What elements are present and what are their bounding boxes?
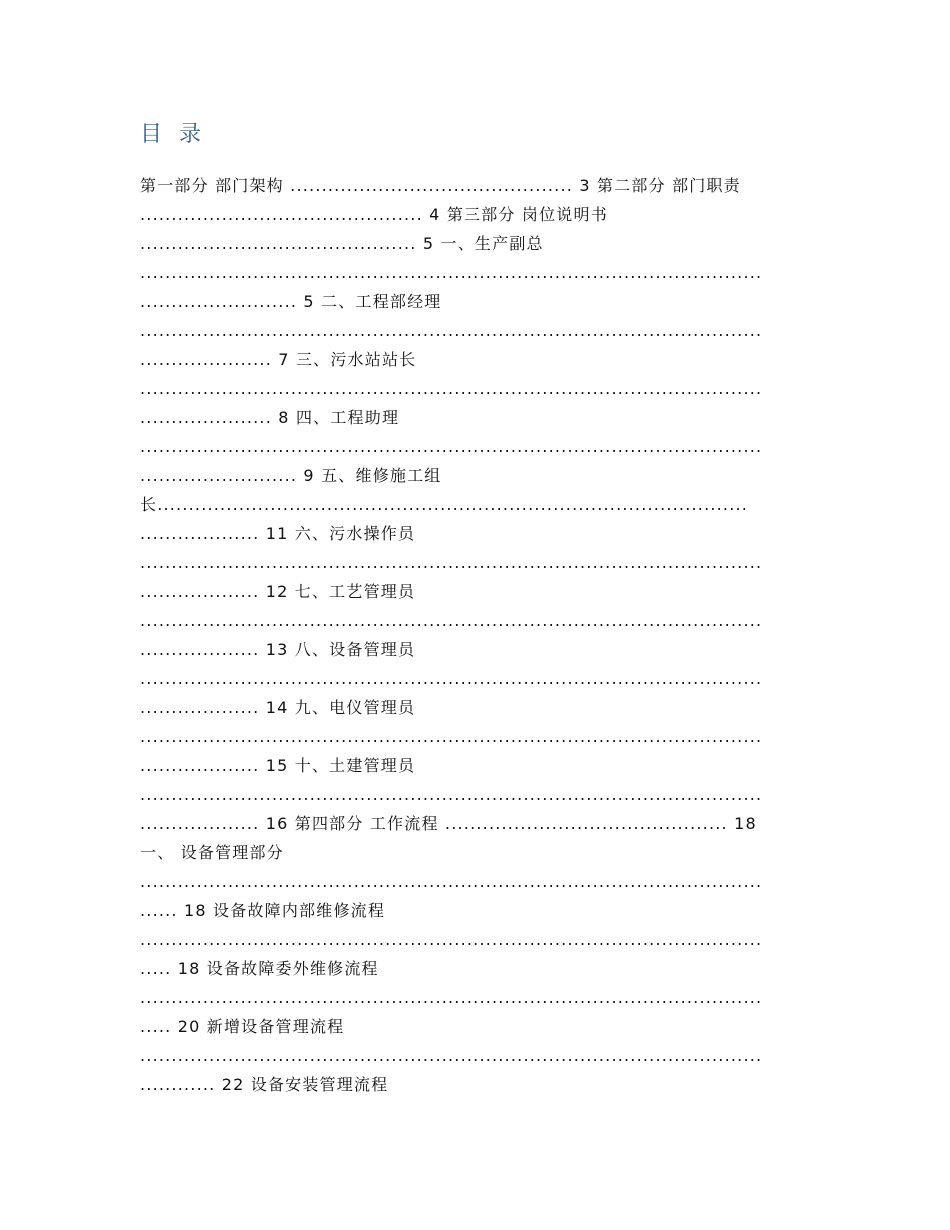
toc-line: ..... 20 新增设备管理流程 bbox=[140, 1017, 345, 1036]
toc-line: ................................................................................................... bbox=[140, 727, 763, 746]
toc-line: ......................... 5 二、工程部经理 bbox=[140, 292, 442, 311]
toc-line: ............................................ 5 一、生产副总 bbox=[140, 234, 544, 253]
toc-line: ................... 16 第四部分 工作流程 ............................................. 18 bbox=[140, 814, 757, 833]
toc-line: ................... 12 七、工艺管理员 bbox=[140, 582, 416, 601]
toc-line: ..................... 7 三、污水站站长 bbox=[140, 350, 417, 369]
toc-line: ............................................. 4 第三部分 岗位说明书 bbox=[140, 205, 608, 224]
toc-line: ................... 13 八、设备管理员 bbox=[140, 640, 416, 659]
toc-line: ................................................................................................... bbox=[140, 553, 763, 572]
toc-line: ................................................................................................... bbox=[140, 321, 763, 340]
toc-line: ................................................................................................... bbox=[140, 263, 763, 282]
toc-line: ................................................................................................... bbox=[140, 930, 763, 949]
toc-line: 第一部分 部门架构 ............................................. 3 第二部分 部门职责 bbox=[140, 176, 741, 195]
toc-line: ................... 11 六、污水操作员 bbox=[140, 524, 416, 543]
toc-line: ......................... 9 五、维修施工组 bbox=[140, 466, 442, 485]
toc-title: 目 录 bbox=[140, 122, 206, 147]
toc-line: 长.............................................................................................. bbox=[140, 495, 749, 514]
toc-line: 一、 设备管理部分 bbox=[140, 843, 284, 862]
toc-line: ................................................................................................... bbox=[140, 988, 763, 1007]
toc-line: ................................................................................................... bbox=[140, 785, 763, 804]
toc-line: ................... 15 十、土建管理员 bbox=[140, 756, 416, 775]
toc-list bbox=[140, 171, 812, 1099]
toc-line: ..... 18 设备故障委外维修流程 bbox=[140, 959, 379, 978]
toc-line: ................................................................................................... bbox=[140, 872, 763, 891]
toc-line: ................................................................................................... bbox=[140, 611, 763, 630]
toc-line: ................... 14 九、电仪管理员 bbox=[140, 698, 416, 717]
toc-line: ................................................................................................... bbox=[140, 669, 763, 688]
toc-line: ............ 22 设备安装管理流程 bbox=[140, 1075, 389, 1094]
toc-line: ................................................................................................... bbox=[140, 379, 763, 398]
toc-line: ................................................................................................... bbox=[140, 437, 763, 456]
toc-line: ..................... 8 四、工程助理 bbox=[140, 408, 400, 427]
toc-line: ................................................................................................... bbox=[140, 1046, 763, 1065]
toc-line: ...... 18 设备故障内部维修流程 bbox=[140, 901, 386, 920]
